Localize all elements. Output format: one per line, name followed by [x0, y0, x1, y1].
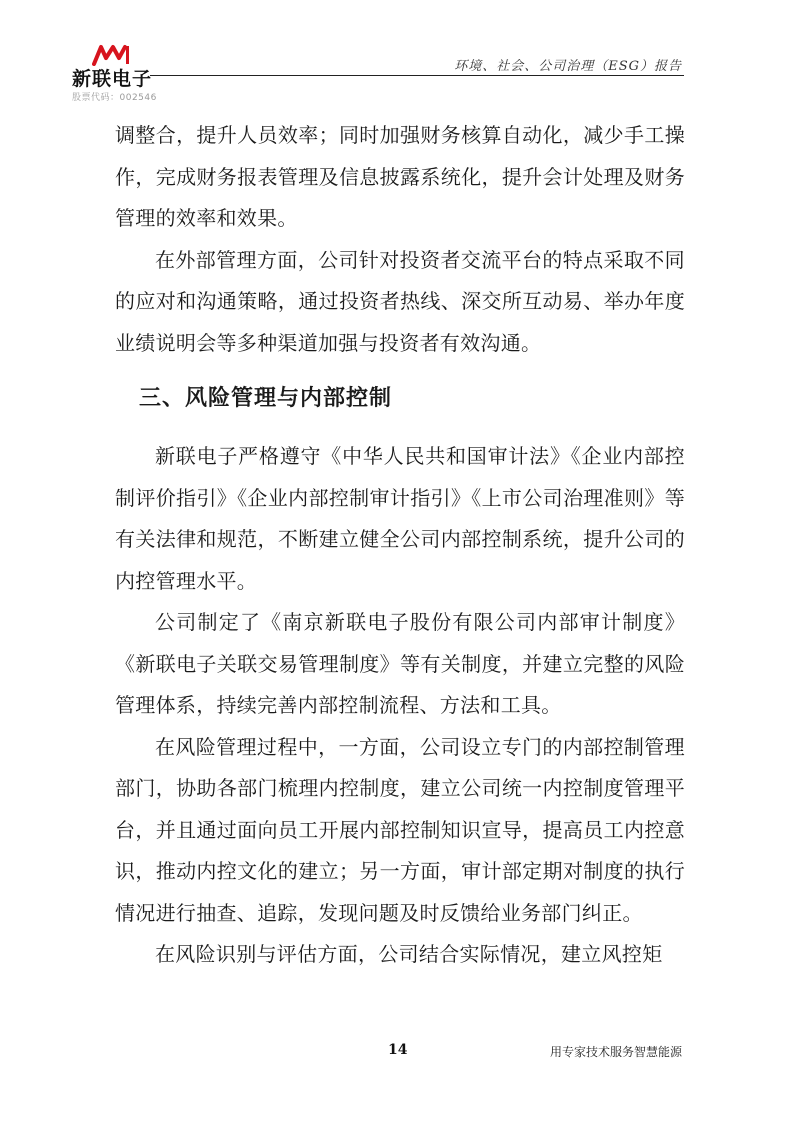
page-content — [115, 115, 685, 976]
footer-slogan: 用专家技术服务智慧能源 — [549, 1045, 682, 1059]
page-header — [0, 0, 794, 110]
section-heading: 三、风险管理与内部控制 — [139, 385, 393, 411]
logo-icon — [92, 44, 132, 66]
paragraph: 在外部管理方面，公司针对投资者交流平台的特点采取不同的应对和沟通策略，通过投资者热线、深交所互动易、举办年度业绩说明会等多种渠道加强与投资者有效沟通。 — [115, 247, 685, 355]
logo-text: 新联电子 — [72, 68, 153, 90]
paragraph: 在风险识别与评估方面，公司结合实际情况，建立风控矩 — [155, 942, 663, 966]
report-title: 环境、社会、公司治理（ESG）报告 — [454, 59, 682, 74]
paragraph: 调整合，提升人员效率；同时加强财务核算自动化，减少手工操作，完成财务报表管理及信息披露系统化，提升会计处理及财务管理的效率和效果。 — [115, 123, 685, 230]
paragraph: 在风险管理过程中，一方面，公司设立专门的内部控制管理部门，协助各部门梳理内控制度，建立公司统一内控制度管理平台，并且通过面向员工开展内部控制知识宣导，提高员工内控意识，推动内控文化的建立；另一方面，审计部定期对制度的执行情况进行抽查、追踪，发现问题及时反馈给业务部门纠正。 — [115, 734, 685, 925]
paragraph: 新联电子严格遵守《中华人民共和国审计法》《企业内部控制评价指引》《企业内部控制审计指引》《上市公司治理准则》等有关法律和规范，不断建立健全公司内部控制系统，提升公司的内控管理水平。 — [115, 444, 685, 593]
page-number: 14 — [388, 1042, 408, 1058]
header-divider — [150, 75, 684, 76]
stock-code: 股票代码：002546 — [72, 93, 157, 103]
paragraph: 公司制定了《南京新联电子股份有限公司内部审计制度》《新联电子关联交易管理制度》等有关制度，并建立完整的风险管理体系，持续完善内部控制流程、方法和工具。 — [115, 610, 685, 717]
